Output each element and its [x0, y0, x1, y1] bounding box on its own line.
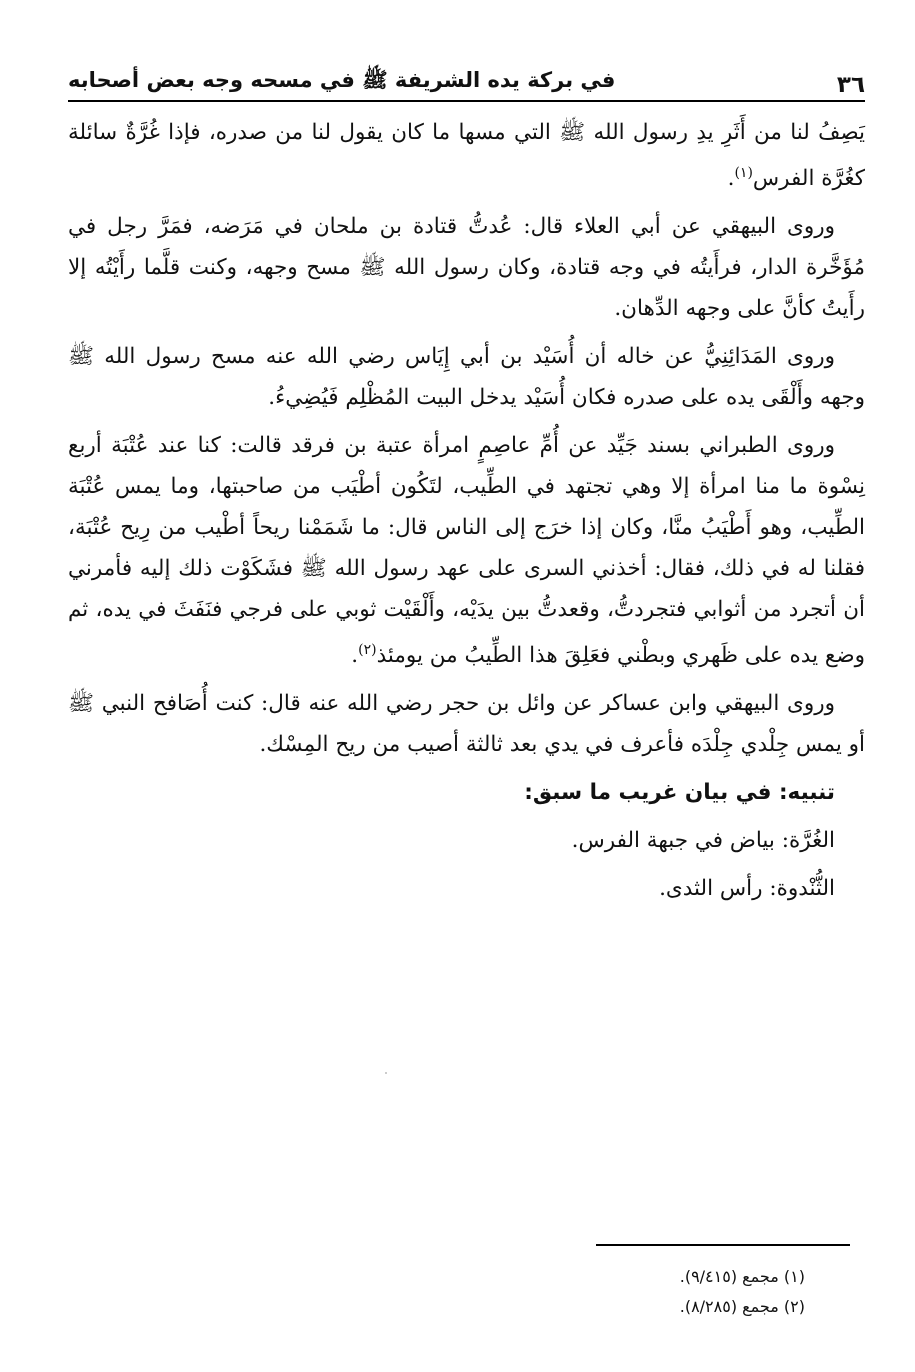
footnotes: [680, 1262, 805, 1322]
footnote-ref[interactable]: (١): [734, 165, 753, 181]
page-header: [68, 56, 865, 102]
scan-speck: [385, 1072, 387, 1074]
footnote-ref[interactable]: (٢): [358, 642, 377, 659]
footnote: (١) مجمع (٩/٤١٥).: [679, 1267, 805, 1286]
paragraph: وروى الطبراني بسند جَيِّد عن أُمِّ عاصِمٍ امرأة عتبة بن فرقد قالت: كنا عند عُتْبَة أربع نِسْوة ما منا امرأة إلا وهي تجتهد في الطِّيب، لتَكُون أطْيَب من صاحبتها، وما يمس عُتْبَة الطِّيب، وهو أَطْيَبُ منَّا، وكان إذا خرَج إلى الناس قال: ما شَمَمْنا ريحاً أطْيب من رِيح عُتْبَة، فقلنا له في ذلك، فقال: أخذني السرى على عهد رسول الله ﷺ فشَكَوْت ذلك إليه فأمرني أن أتجرد من أثوابي فتجردتُّ، وقعدتُّ بين يدَيْه، وأَلْقَيْت ثوبي على فرجي فنَفَثَ في يده، ثم وضع يده على ظَهري وبطْني فعَلِقَ هذا الطِّيبُ من يومئذ$^{(٢)}$.: [68, 433, 865, 669]
running-title: في بركة يده الشريفة ﷺ في مسحه وجه بعض أصحابه: [68, 68, 616, 92]
paragraph: وروى البيهقي وابن عساكر عن وائل بن حجر رضي الله عنه قال: كنت أُصَافح النبي ﷺ أو يمس جِلْدي جِلْدَه فأعرف في يدي بعد ثالثة أصيب من ريح المِسْك.: [68, 691, 865, 758]
paragraph: وروى المَدَائِنِيُّ عن خاله أن أُسَيْد بن أبي إِيَاس رضي الله عنه مسح رسول الله ﷺ وجهه وأَلْقَى يده على صدره فكان أُسَيْد يدخل البيت المُظْلِم فَيُضِيءُ.: [68, 344, 865, 411]
footnote-rule: [596, 1244, 850, 1246]
footnote: (٢) مجمع (٨/٢٨٥).: [679, 1297, 805, 1316]
note-title: تنبيه: في بيان غريب ما سبق:: [524, 780, 835, 806]
gloss-entry: الثُّنْدوة: رأس الثدى.: [659, 876, 835, 902]
body-text: [68, 112, 865, 916]
header-rule: [68, 100, 865, 102]
paragraph: وروى البيهقي عن أبي العلاء قال: عُدتُّ قتادة بن ملحان في مَرَضه، فمَرَّ رجل في مُؤَخَّرة الدار، فرأَيتُه في وجه قتادة، وكان رسول الله ﷺ مسح وجهه، وكنت قلَّما رأَيْتُه إلا رأَيتُ كأنَّ على وجهه الدِّهان.: [68, 214, 865, 322]
paragraph: يَصِفُ لنا من أَثَرِ يدِ رسول الله ﷺ التي مسها ما كان يقول لنا من صدره، فإذا غُرَّةٌ سائلة كغُرَّة الفرس$^{(١)}$.: [68, 120, 865, 192]
gloss-entry: الغُرَّة: بياض في جبهة الفرس.: [571, 828, 835, 854]
page-number: ٣٦: [836, 72, 865, 98]
